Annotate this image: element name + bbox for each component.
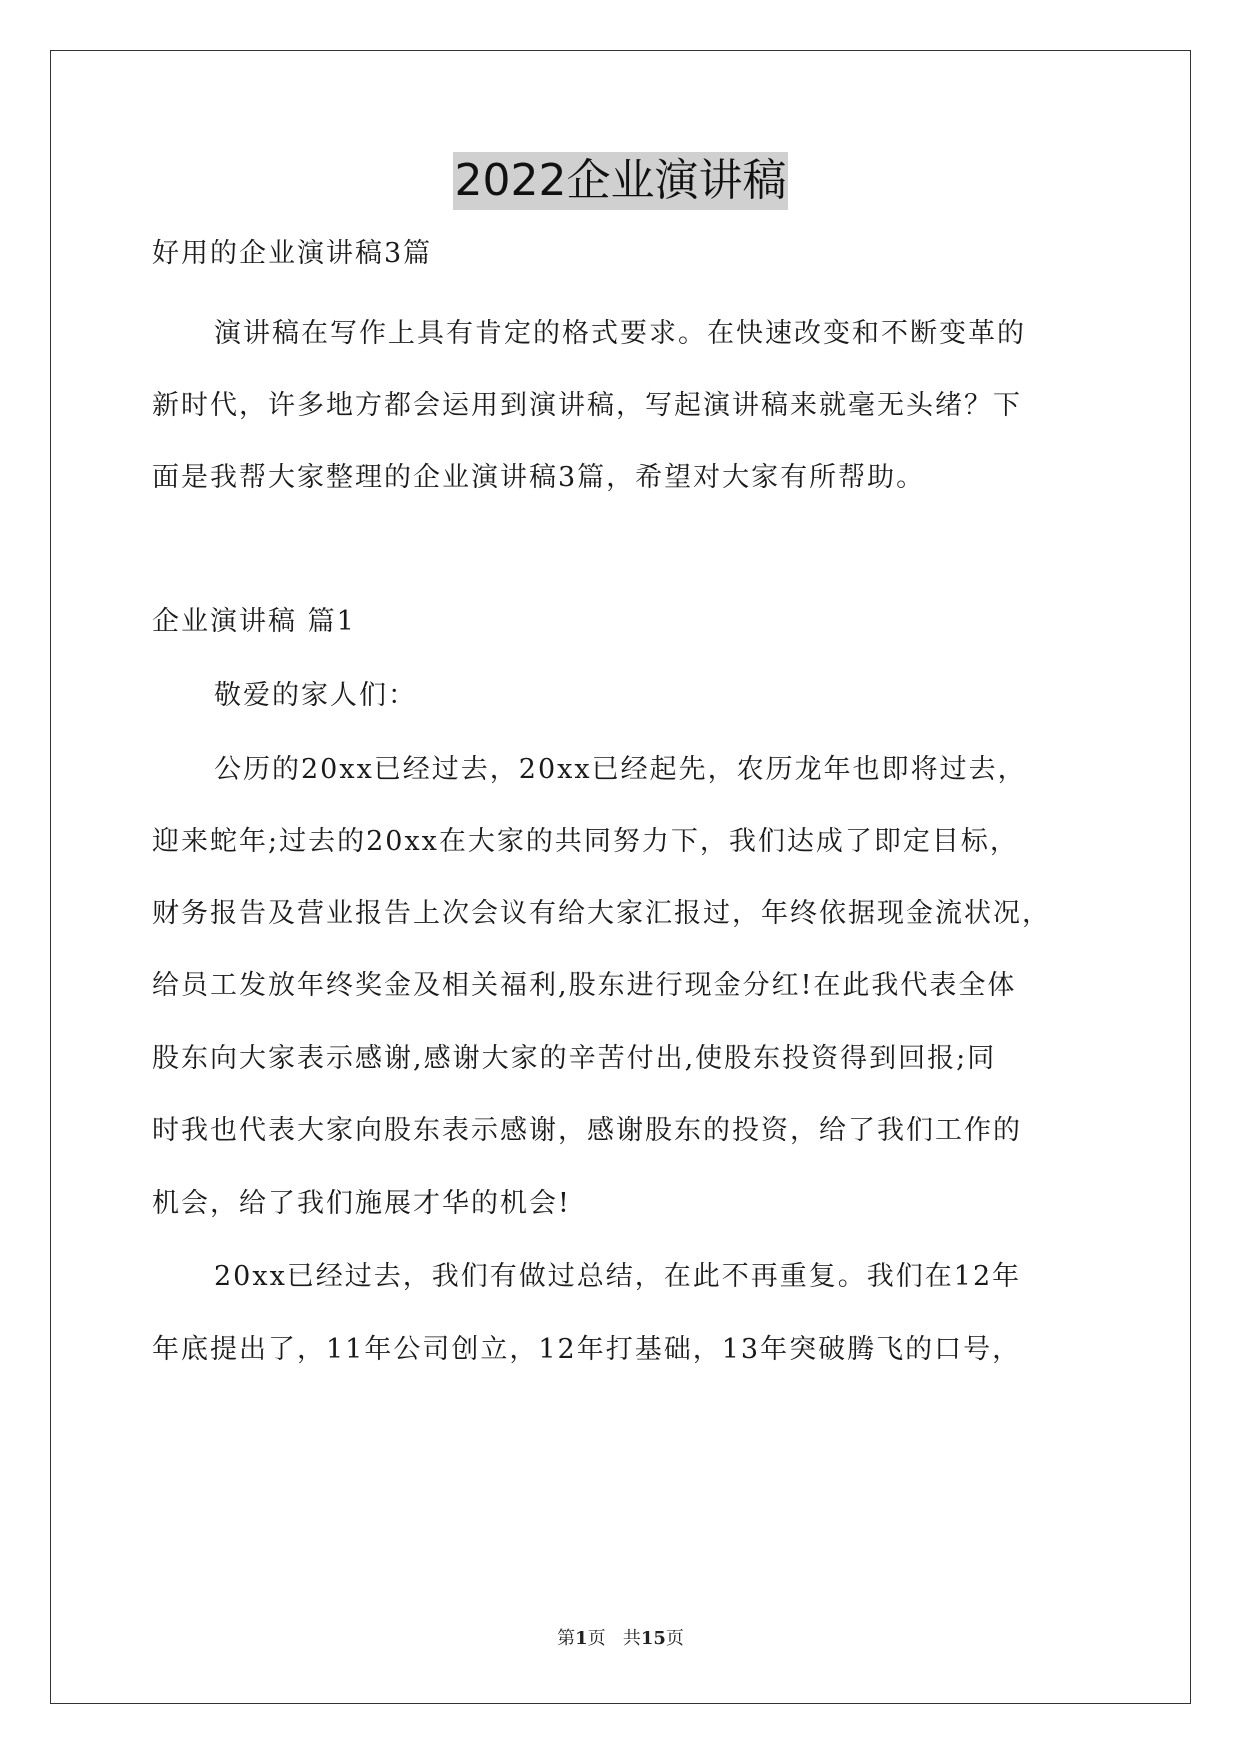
- document-subtitle: 好用的企业演讲稿3篇: [152, 238, 433, 269]
- footer-page-suffix: 页: [587, 1628, 606, 1649]
- section-heading: 企业演讲稿 篇1: [152, 606, 356, 637]
- para1-line-2: 迎来蛇年;过去的20xx在大家的共同努力下，我们达成了即定目标，: [152, 826, 1019, 857]
- footer-total-prefix: 共: [622, 1628, 641, 1649]
- footer-total-suffix: 页: [665, 1628, 684, 1649]
- para1-line-5: 股东向大家表示感谢,感谢大家的辛苦付出,使股东投资得到回报;同: [152, 1043, 997, 1074]
- footer-page-number: 1: [575, 1628, 588, 1649]
- document-title: 2022企业演讲稿: [453, 152, 789, 210]
- footer-page-prefix: 第: [557, 1628, 576, 1649]
- para2-line-1: 20xx已经过去，我们有做过总结，在此不再重复。我们在12年: [214, 1261, 1022, 1292]
- intro-line-3: 面是我帮大家整理的企业演讲稿3篇，希望对大家有所帮助。: [152, 462, 926, 493]
- page-footer: [0, 1624, 1241, 1650]
- para1-line-3: 财务报告及营业报告上次会议有给大家汇报过，年终依据现金流状况，: [152, 898, 1051, 929]
- salutation: 敬爱的家人们：: [214, 680, 417, 711]
- para1-line-7: 机会，给了我们施展才华的机会!: [152, 1188, 571, 1219]
- para2-line-2: 年底提出了，11年公司创立，12年打基础，13年突破腾飞的口号，: [152, 1334, 1022, 1365]
- title-container: [0, 152, 1241, 210]
- para1-line-6: 时我也代表大家向股东表示感谢，感谢股东的投资，给了我们工作的: [152, 1115, 1022, 1146]
- page-border: [50, 50, 1191, 1704]
- intro-line-1: 演讲稿在写作上具有肯定的格式要求。在快速改变和不断变革的: [214, 318, 1026, 349]
- footer-total-pages: 15: [640, 1628, 666, 1649]
- para1-line-1: 公历的20xx已经过去，20xx已经起先，农历龙年也即将过去，: [214, 754, 1027, 785]
- para1-line-4: 给员工发放年终奖金及相关福利,股东进行现金分红!在此我代表全体: [152, 970, 1017, 1001]
- intro-line-2: 新时代，许多地方都会运用到演讲稿，写起演讲稿来就毫无头绪？下: [152, 390, 1022, 421]
